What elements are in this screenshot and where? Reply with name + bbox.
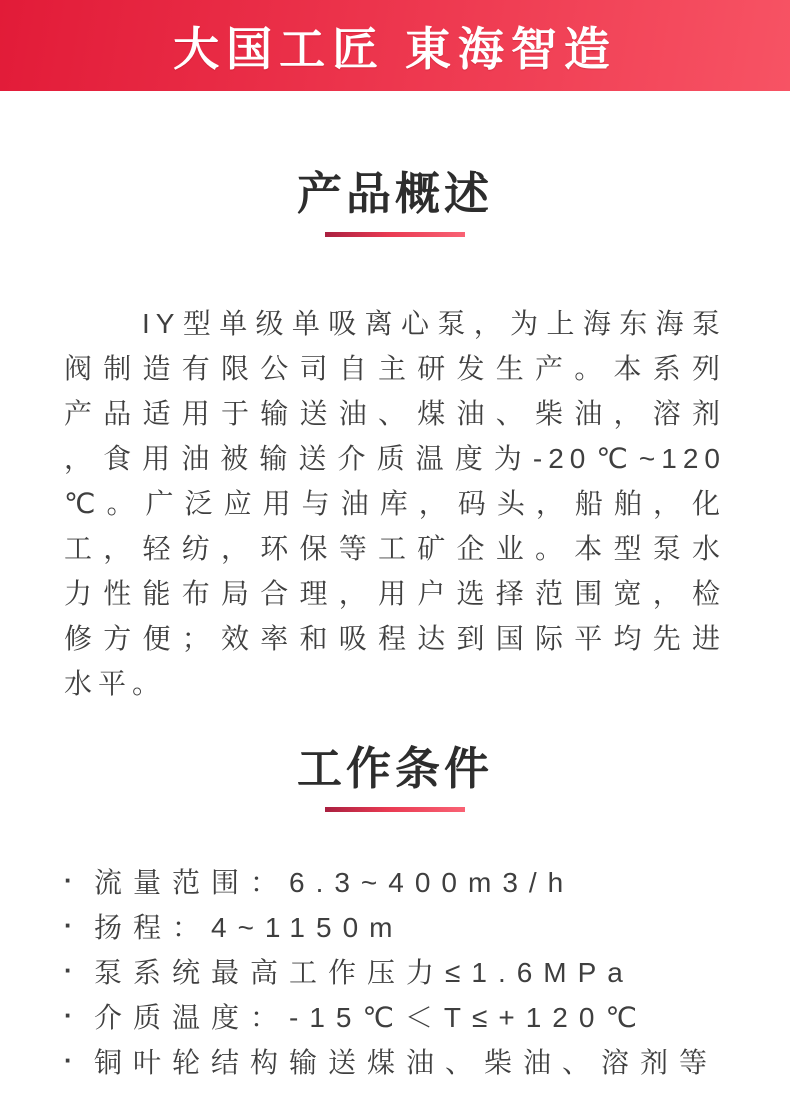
conditions-list (64, 858, 730, 1083)
conditions-title-block (0, 744, 790, 812)
section-product-overview (0, 169, 790, 706)
bullet-dot-icon: · (64, 955, 73, 985)
list-item (64, 993, 730, 1038)
overview-title-block (0, 169, 790, 237)
bullet-dot-icon: · (64, 1045, 73, 1075)
conditions-title: 工作条件 (296, 743, 493, 794)
list-item (64, 903, 730, 948)
overview-line: 修方便；效率和吸程达到国际平均先进 (64, 623, 726, 654)
banner-title: 大国工匠 東海智造 (173, 22, 617, 75)
condition-medium-temperature: 介质温度：-15℃＜T≤+120℃ (94, 1001, 648, 1033)
section-working-conditions (0, 744, 790, 1083)
list-item (64, 948, 730, 993)
overview-paragraph (64, 301, 726, 706)
bullet-dot-icon: · (64, 1000, 73, 1030)
list-item (64, 858, 730, 903)
overview-line: 工，轻纺，环保等工矿企业。本型泵水 (64, 533, 726, 564)
list-item (64, 1038, 730, 1083)
condition-head: 扬程：4~1150m (94, 911, 404, 943)
overview-line: 水平。 (64, 668, 167, 699)
bullet-dot-icon: · (64, 865, 73, 895)
condition-max-pressure: 泵系统最高工作压力≤1.6MPa (94, 956, 634, 988)
overview-line: 阀制造有限公司自主研发生产。本系列 (64, 353, 726, 384)
overview-title-underline (325, 232, 465, 237)
condition-flow-range: 流量范围：6.3~400m3/h (94, 866, 575, 898)
conditions-title-underline (325, 807, 465, 812)
condition-impeller-structure: 铜叶轮结构输送煤油、柴油、溶剂等 (94, 1046, 719, 1078)
overview-line: 力性能布局合理，用户选择范围宽，检 (64, 578, 726, 609)
overview-line: ℃。广泛应用与油库，码头，船舶，化 (64, 488, 726, 519)
overview-line: ，食用油被输送介质温度为-20℃~120 (64, 443, 726, 474)
bullet-dot-icon: · (64, 910, 73, 940)
top-banner (0, 0, 790, 91)
overview-line: 产品适用于输送油、煤油、柴油，溶剂 (64, 398, 726, 429)
overview-line: IY型单级单吸离心泵，为上海东海泵 (142, 308, 726, 339)
overview-title: 产品概述 (296, 168, 493, 219)
